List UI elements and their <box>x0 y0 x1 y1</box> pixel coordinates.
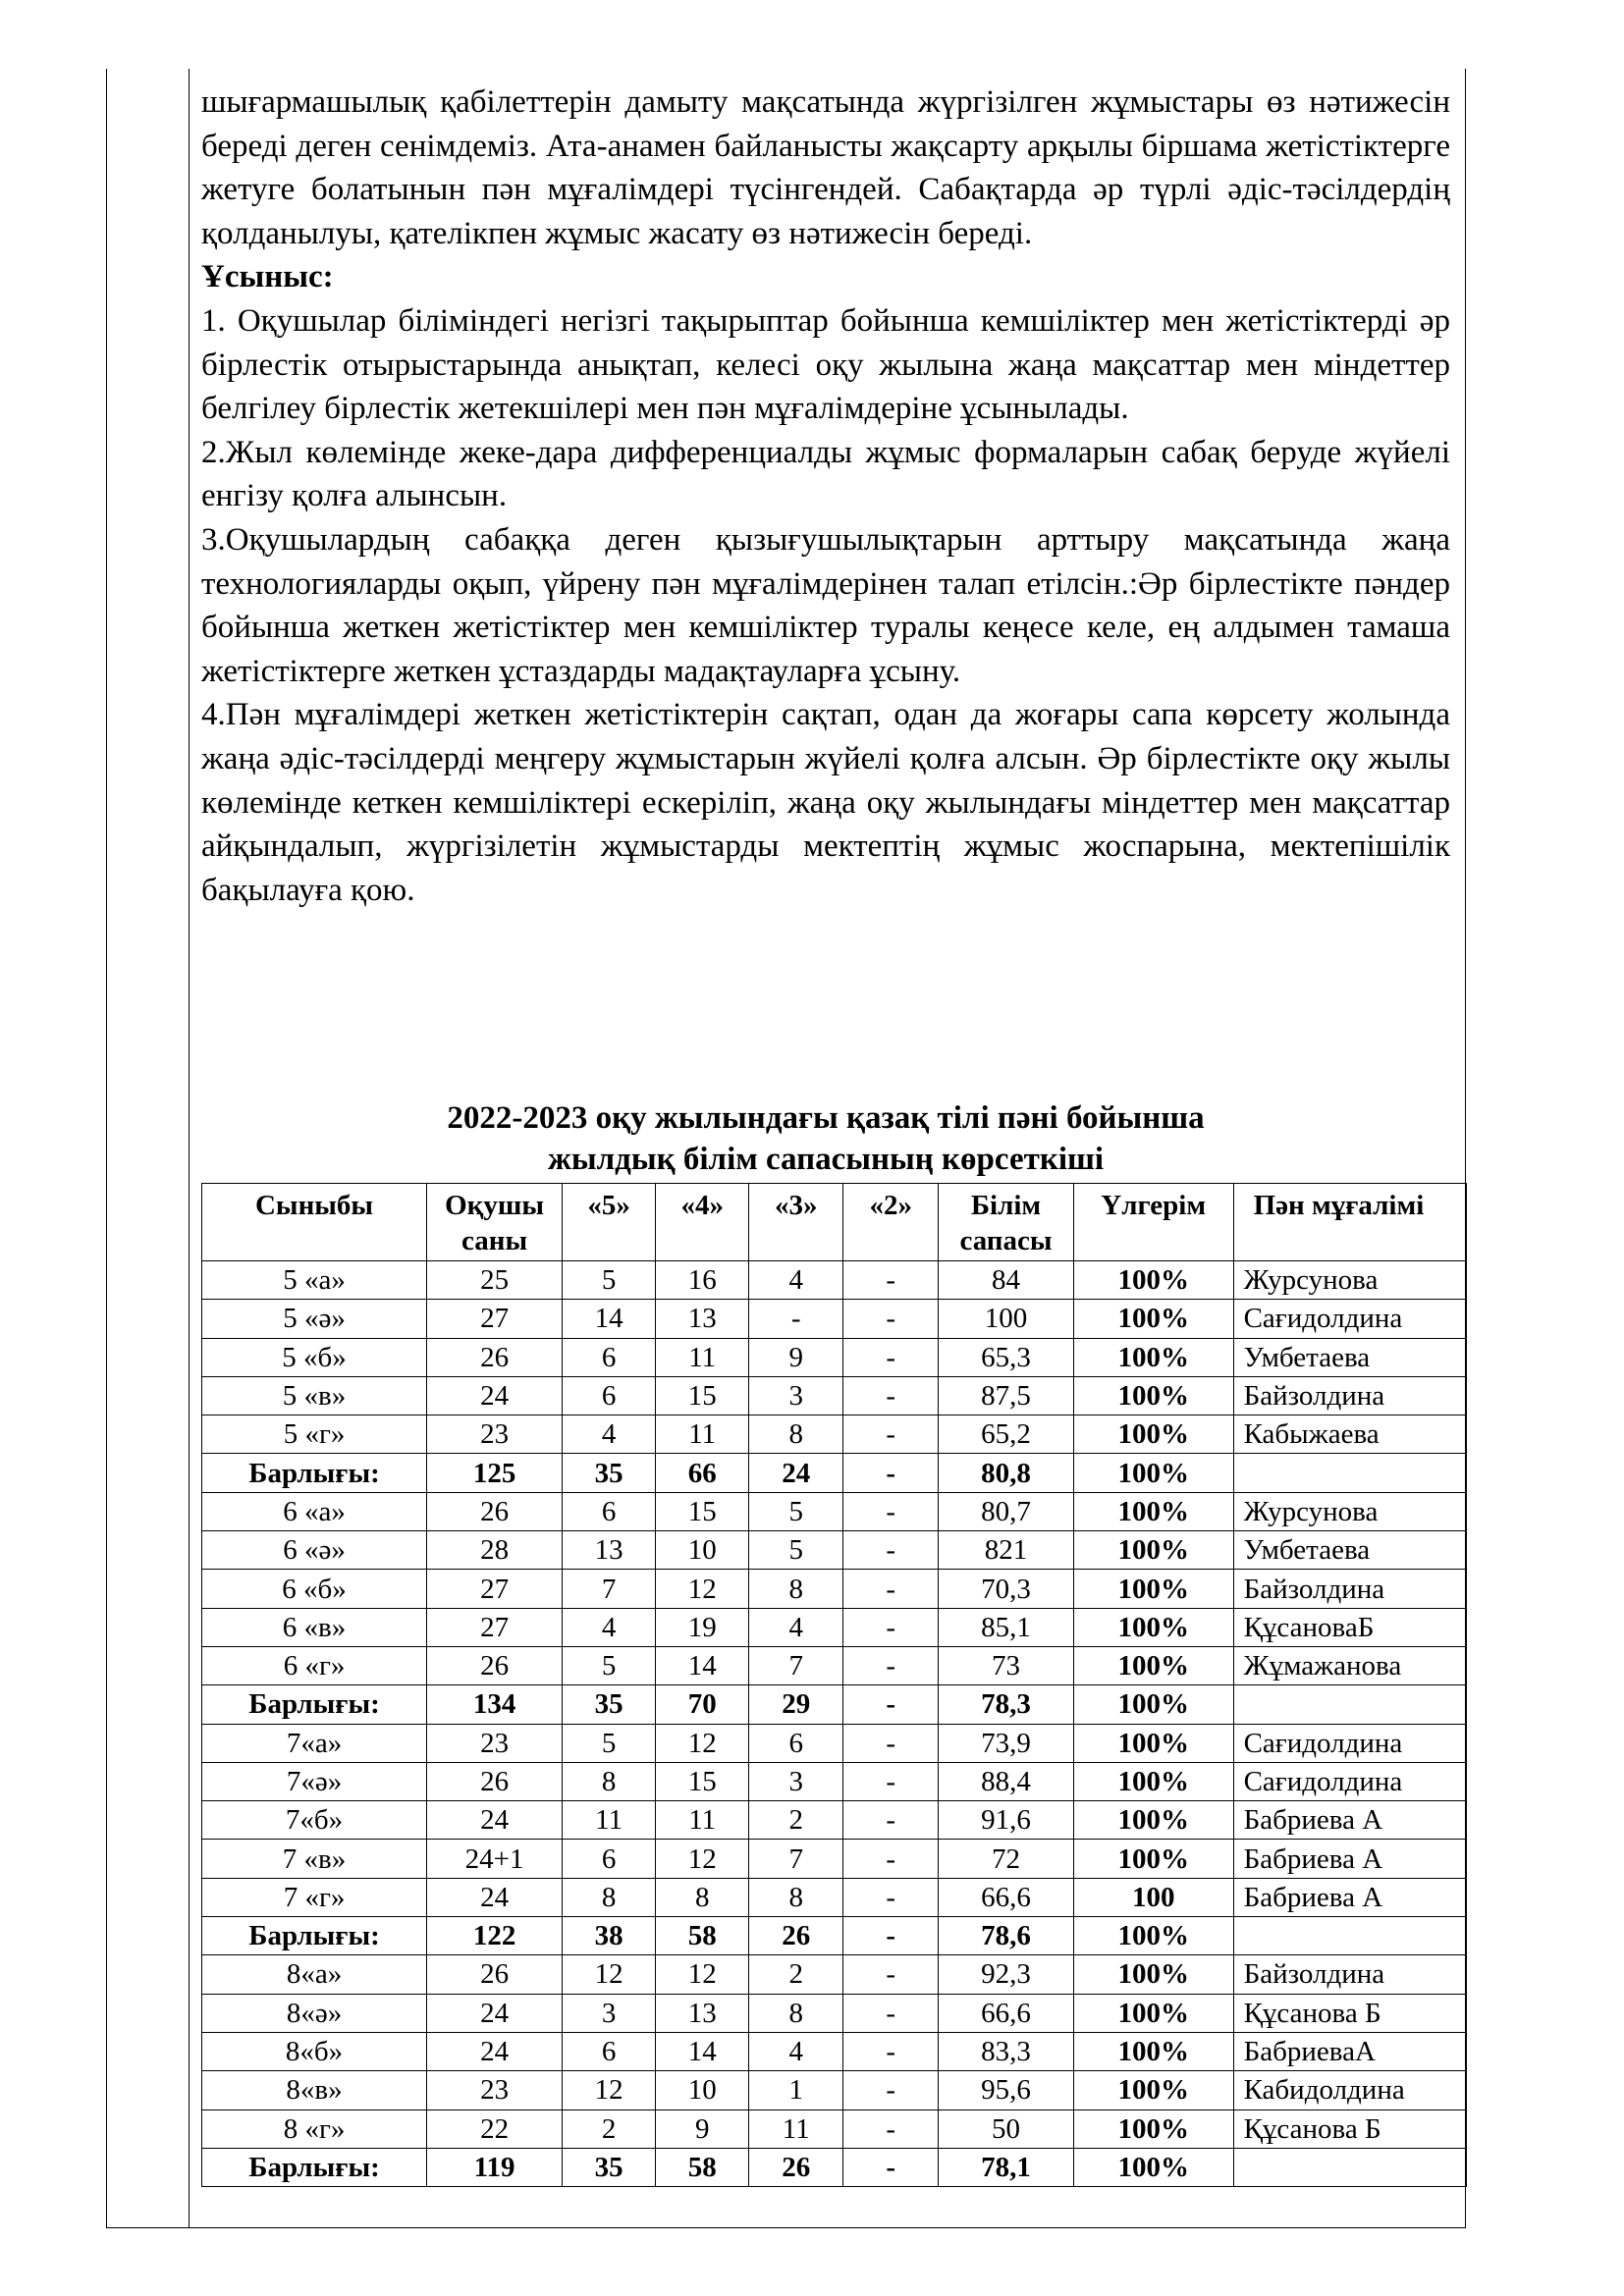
table-cell: 50 <box>939 2109 1074 2148</box>
table-cell: - <box>843 1762 939 1800</box>
table-cell: 24 <box>427 1994 563 2032</box>
table-cell: 100% <box>1073 2071 1233 2109</box>
table-row <box>202 1300 1467 1338</box>
table-cell: 100% <box>1073 1261 1233 1300</box>
table-cell: Умбетаева <box>1233 1531 1466 1570</box>
table-cell: 100% <box>1073 2109 1233 2148</box>
table-cell: 100% <box>1073 1608 1233 1646</box>
table-cell: 1 <box>749 2071 843 2109</box>
table-cell: 35 <box>563 2148 656 2186</box>
table-cell: 100% <box>1073 1454 1233 1492</box>
table-cell: 11 <box>656 1801 749 1840</box>
table-cell: - <box>749 1300 843 1338</box>
table-cell: 13 <box>656 1300 749 1338</box>
table-cell: 100% <box>1073 1531 1233 1570</box>
table-cell: - <box>843 1608 939 1646</box>
table-cell: - <box>843 1724 939 1762</box>
table-cell: 12 <box>656 1840 749 1878</box>
table-cell: 8«б» <box>202 2032 427 2070</box>
table-total-row <box>202 1454 1467 1492</box>
table-cell: 26 <box>427 1338 563 1376</box>
table-cell: БабриеваА <box>1233 2032 1466 2070</box>
table-cell: 8 <box>563 1762 656 1800</box>
quality-table-container <box>201 1183 1467 2230</box>
table-cell: 100% <box>1073 1300 1233 1338</box>
header-cell: Пән мұғалімі <box>1233 1184 1466 1261</box>
table-cell: 5 «а» <box>202 1261 427 1300</box>
table-cell: 2 <box>563 2109 656 2148</box>
table-cell: Журсунова <box>1233 1492 1466 1530</box>
table-cell: 5 <box>563 1261 656 1300</box>
proposal-item: 3.Оқушылардың сабаққа деген қызығушылықтарын арттыру мақсатында жаңа технологияларды оқып, үйрену пән мұғалімдерінен талап етілсін.:Әр бірлестікте пәндер бойынша жеткен жетістіктер мен кемшіліктер туралы кеңесе келе, ең алдымен тамаша жетістіктерге жеткен ұстаздарды мадақтауларға ұсыну. <box>201 521 1450 689</box>
table-cell: - <box>843 1570 939 1608</box>
table-cell: 91,6 <box>939 1801 1074 1840</box>
table-cell: 73 <box>939 1646 1074 1684</box>
table-total-row <box>202 2148 1467 2186</box>
table-cell: Сағидолдина <box>1233 1724 1466 1762</box>
table-cell: 6 <box>563 2032 656 2070</box>
table-cell: 6 «г» <box>202 1646 427 1684</box>
table-cell: 12 <box>656 1724 749 1762</box>
table-cell: 100 <box>1073 1878 1233 1916</box>
table-cell: 38 <box>563 1917 656 1955</box>
table-row <box>202 1570 1467 1608</box>
table-cell: Құсанова Б <box>1233 2109 1466 2148</box>
table-cell: 8 <box>749 1994 843 2032</box>
table-cell: ҚұсановаБ <box>1233 1608 1466 1646</box>
table-cell: - <box>843 1878 939 1916</box>
table-cell: 58 <box>656 1917 749 1955</box>
table-cell: 65,3 <box>939 1338 1074 1376</box>
table-cell: Барлығы: <box>202 1454 427 1492</box>
table-cell: 6 <box>563 1840 656 1878</box>
table-cell: 22 <box>427 2109 563 2148</box>
table-cell: 8 <box>656 1878 749 1916</box>
table-cell: 24 <box>427 1376 563 1415</box>
table-cell: 7 «г» <box>202 1878 427 1916</box>
table-cell: - <box>843 1261 939 1300</box>
table-cell: 2 <box>749 1801 843 1840</box>
table-cell: Журсунова <box>1233 1261 1466 1300</box>
table-cell: 5 <box>749 1531 843 1570</box>
table-cell: 6 <box>563 1376 656 1415</box>
table-cell: 8 <box>749 1570 843 1608</box>
table-cell: 10 <box>656 1531 749 1570</box>
table-cell: 100% <box>1073 1994 1233 2032</box>
table-cell <box>1233 2148 1466 2186</box>
table-cell: 29 <box>749 1685 843 1724</box>
table-total-row <box>202 1685 1467 1724</box>
table-cell: Кабыжаева <box>1233 1415 1466 1454</box>
table-title-line: 2022-2023 оқу жылындағы қазақ тілі пәні бойынша <box>447 1100 1205 1136</box>
table-cell: 6 «в» <box>202 1608 427 1646</box>
table-cell: 26 <box>749 2148 843 2186</box>
table-cell: 8 <box>749 1878 843 1916</box>
header-cell: Сыныбы <box>202 1184 427 1261</box>
table-cell: 100% <box>1073 1376 1233 1415</box>
table-cell: 8«а» <box>202 1955 427 1994</box>
table-cell: 80,7 <box>939 1492 1074 1530</box>
table-row <box>202 1646 1467 1684</box>
table-cell: 6 «ә» <box>202 1531 427 1570</box>
table-cell: 6 «б» <box>202 1570 427 1608</box>
table-cell: 3 <box>749 1376 843 1415</box>
table-cell: 23 <box>427 2071 563 2109</box>
table-cell: Умбетаева <box>1233 1338 1466 1376</box>
table-cell: 125 <box>427 1454 563 1492</box>
table-cell: 35 <box>563 1454 656 1492</box>
table-cell: 7 «в» <box>202 1840 427 1878</box>
table-cell: - <box>843 1376 939 1415</box>
table-cell: 100% <box>1073 1570 1233 1608</box>
table-cell: 87,5 <box>939 1376 1074 1415</box>
table-cell: 73,9 <box>939 1724 1074 1762</box>
table-row <box>202 1608 1467 1646</box>
table-row <box>202 2071 1467 2109</box>
header-cell: Үлгерім <box>1073 1184 1233 1261</box>
table-cell: - <box>843 1531 939 1570</box>
table-cell: 12 <box>656 1570 749 1608</box>
table-cell: 4 <box>749 2032 843 2070</box>
table-cell: 13 <box>563 1531 656 1570</box>
table-cell: 19 <box>656 1608 749 1646</box>
table-cell: 100% <box>1073 1917 1233 1955</box>
table-cell: 16 <box>656 1261 749 1300</box>
table-cell: 5 <box>563 1646 656 1684</box>
table-cell: 100% <box>1073 1840 1233 1878</box>
header-cell: «2» <box>843 1184 939 1261</box>
table-cell: 85,1 <box>939 1608 1074 1646</box>
table-cell: 8 <box>749 1415 843 1454</box>
table-cell: 70,3 <box>939 1570 1074 1608</box>
table-cell: 24 <box>427 2032 563 2070</box>
table-cell: - <box>843 1840 939 1878</box>
table-cell: 5 <box>749 1492 843 1530</box>
table-cell: Байзолдина <box>1233 1376 1466 1415</box>
table-cell: - <box>843 1415 939 1454</box>
table-cell: 7 <box>563 1570 656 1608</box>
proposal-heading: Ұсыныс: <box>201 259 334 295</box>
table-cell: 119 <box>427 2148 563 2186</box>
table-row <box>202 1801 1467 1840</box>
table-title-line: жылдық білім сапасының көрсеткіші <box>547 1142 1105 1177</box>
table-cell: 25 <box>427 1261 563 1300</box>
table-cell: Сағидолдина <box>1233 1762 1466 1800</box>
table-cell: 14 <box>563 1300 656 1338</box>
table-cell: 66,6 <box>939 1878 1074 1916</box>
proposal-item: 4.Пән мұғалімдері жеткен жетістіктерін сақтап, одан да жоғары сапа көрсету жолында жаңа әдіс-тәсілдерді меңгеру жұмыстарын жүйелі қолға алсын. Әр бірлестікте оқу жылы көлемінде кеткен кемшіліктері ескеріліп, жаңа оқу жылындағы міндеттер мен мақсаттар айқындалып, жүргізілетін жұмыстарды мектептің жұмыс жоспарына, мектепішілік бақылауға қою. <box>201 697 1450 908</box>
table-cell: 4 <box>563 1608 656 1646</box>
table-cell: 100% <box>1073 1955 1233 1994</box>
table-body <box>202 1261 1467 2187</box>
table-cell: - <box>843 1338 939 1376</box>
table-cell: 88,4 <box>939 1762 1074 1800</box>
quality-table <box>201 1183 1467 2187</box>
table-cell: 100% <box>1073 1724 1233 1762</box>
table-cell: 15 <box>656 1492 749 1530</box>
table-row <box>202 1531 1467 1570</box>
table-cell: 26 <box>749 1917 843 1955</box>
table-cell: Байзолдина <box>1233 1955 1466 1994</box>
table-total-row <box>202 1917 1467 1955</box>
header-cell: «5» <box>563 1184 656 1261</box>
table-cell: 10 <box>656 2071 749 2109</box>
table-cell: 23 <box>427 1415 563 1454</box>
table-cell: 23 <box>427 1724 563 1762</box>
paragraph: шығармашылық қабілеттерін дамыту мақсатында жүргізілген жұмыстары өз нәтижесін береді деген сенімдеміз. Ата-анамен байланысты жақсарту арқылы біршама жетістіктерге жетуге болатынын пән мұғалімдері түсінгендей. Сабақтарда әр түрлі әдіс-тәсілдердің қолданылуы, қателікпен жұмыс жасату өз нәтижесін береді. <box>201 84 1450 251</box>
table-cell: 7 <box>749 1646 843 1684</box>
table-cell: 2 <box>749 1955 843 1994</box>
table-cell: - <box>843 1801 939 1840</box>
table-cell: Жұмажанова <box>1233 1646 1466 1684</box>
table-cell: 14 <box>656 1646 749 1684</box>
table-cell: 6 «а» <box>202 1492 427 1530</box>
table-cell: Кабидолдина <box>1233 2071 1466 2109</box>
table-cell: 12 <box>563 2071 656 2109</box>
header-cell-text: Оқушы саны <box>445 1190 545 1256</box>
table-cell: 100% <box>1073 1685 1233 1724</box>
table-cell: 11 <box>656 1338 749 1376</box>
table-row <box>202 1762 1467 1800</box>
proposal-item: 2.Жыл көлемінде жеке-дара дифференциалды жұмыс формаларын сабақ беруде жүйелі енгізу қолға алынсын. <box>201 434 1450 514</box>
table-cell: 5 «б» <box>202 1338 427 1376</box>
table-cell: 83,3 <box>939 2032 1074 2070</box>
table-cell: 27 <box>427 1300 563 1338</box>
table-cell: - <box>843 1454 939 1492</box>
table-cell: 100% <box>1073 1801 1233 1840</box>
table-cell: 70 <box>656 1685 749 1724</box>
table-cell: 100% <box>1073 1338 1233 1376</box>
table-cell: 80,8 <box>939 1454 1074 1492</box>
table-row <box>202 1492 1467 1530</box>
report-text <box>201 80 1450 912</box>
table-cell: 8 «г» <box>202 2109 427 2148</box>
table-cell: - <box>843 1917 939 1955</box>
table-cell: 28 <box>427 1531 563 1570</box>
table-cell: 24 <box>427 1878 563 1916</box>
table-cell: 9 <box>749 1338 843 1376</box>
table-cell: 100% <box>1073 1415 1233 1454</box>
table-cell: 6 <box>563 1338 656 1376</box>
table-cell: - <box>843 2032 939 2070</box>
table-row <box>202 1724 1467 1762</box>
table-cell: 100% <box>1073 1646 1233 1684</box>
table-cell: 3 <box>749 1762 843 1800</box>
header-cell: «3» <box>749 1184 843 1261</box>
header-cell: «4» <box>656 1184 749 1261</box>
table-cell: 5 «г» <box>202 1415 427 1454</box>
table-row <box>202 1261 1467 1300</box>
table-cell: 24 <box>427 1801 563 1840</box>
table-row <box>202 1878 1467 1916</box>
table-cell: 4 <box>749 1261 843 1300</box>
table-cell: 13 <box>656 1994 749 2032</box>
table-cell: 11 <box>563 1801 656 1840</box>
table-cell: Барлығы: <box>202 2148 427 2186</box>
table-cell: 6 <box>749 1724 843 1762</box>
table-cell: - <box>843 1994 939 2032</box>
table-cell: 11 <box>656 1415 749 1454</box>
table-cell: 58 <box>656 2148 749 2186</box>
table-cell: 4 <box>563 1415 656 1454</box>
table-row <box>202 2032 1467 2070</box>
table-cell: 8 <box>563 1878 656 1916</box>
table-cell: 100 <box>939 1300 1074 1338</box>
table-cell: Бабриева А <box>1233 1878 1466 1916</box>
header-cell <box>939 1184 1074 1261</box>
table-cell: 26 <box>427 1762 563 1800</box>
table-row <box>202 1376 1467 1415</box>
table-title <box>201 1097 1450 1180</box>
header-cell-text: Білім сапасы <box>959 1190 1053 1256</box>
table-cell: 35 <box>563 1685 656 1724</box>
table-row <box>202 1415 1467 1454</box>
table-cell: Байзолдина <box>1233 1570 1466 1608</box>
table-header-row <box>202 1184 1467 1261</box>
table-cell: 11 <box>749 2109 843 2148</box>
table-cell: - <box>843 1685 939 1724</box>
table-cell: - <box>843 1646 939 1684</box>
table-cell: 95,6 <box>939 2071 1074 2109</box>
table-cell: 3 <box>563 1994 656 2032</box>
table-cell: 100% <box>1073 2032 1233 2070</box>
table-row <box>202 1955 1467 1994</box>
table-cell: 100% <box>1073 1492 1233 1530</box>
table-cell: 100% <box>1073 1762 1233 1800</box>
table-cell: 6 <box>563 1492 656 1530</box>
table-cell: 78,1 <box>939 2148 1074 2186</box>
table-cell: 134 <box>427 1685 563 1724</box>
table-row <box>202 1994 1467 2032</box>
table-cell: 7 <box>749 1840 843 1878</box>
table-cell: 24+1 <box>427 1840 563 1878</box>
proposal-item: 1. Оқушылар біліміндегі негізгі тақырыптар бойынша кемшіліктер мен жетістіктерді әр бірлестік отырыстарында анықтап, келесі оқу жылына жаңа мақсаттар мен міндеттер белгілеу бірлестік жетекшілері мен пән мұғалімдеріне ұсынылады. <box>201 302 1450 427</box>
table-cell: - <box>843 2148 939 2186</box>
table-cell <box>1233 1685 1466 1724</box>
table-cell: 12 <box>563 1955 656 1994</box>
table-cell: Құсанова Б <box>1233 1994 1466 2032</box>
table-cell: 7«ә» <box>202 1762 427 1800</box>
table-cell: 7«а» <box>202 1724 427 1762</box>
table-cell: 26 <box>427 1492 563 1530</box>
table-cell: - <box>843 2109 939 2148</box>
table-cell: 27 <box>427 1570 563 1608</box>
table-cell: Барлығы: <box>202 1917 427 1955</box>
table-cell: 821 <box>939 1531 1074 1570</box>
table-cell: Бабриева А <box>1233 1801 1466 1840</box>
table-cell: 72 <box>939 1840 1074 1878</box>
table-cell: 122 <box>427 1917 563 1955</box>
header-cell <box>427 1184 563 1261</box>
table-cell: 24 <box>749 1454 843 1492</box>
table-cell: 100% <box>1073 2148 1233 2186</box>
table-cell: Сағидолдина <box>1233 1300 1466 1338</box>
table-cell: - <box>843 1955 939 1994</box>
table-row <box>202 1840 1467 1878</box>
table-cell: 78,3 <box>939 1685 1074 1724</box>
table-cell: 66,6 <box>939 1994 1074 2032</box>
table-cell: 26 <box>427 1955 563 1994</box>
table-row <box>202 1338 1467 1376</box>
table-cell: - <box>843 2071 939 2109</box>
table-cell: - <box>843 1300 939 1338</box>
table-cell <box>1233 1454 1466 1492</box>
table-cell: 5 «в» <box>202 1376 427 1415</box>
table-cell: 78,6 <box>939 1917 1074 1955</box>
table-cell: 27 <box>427 1608 563 1646</box>
table-cell: 14 <box>656 2032 749 2070</box>
table-cell: 26 <box>427 1646 563 1684</box>
table-cell: 5 «ә» <box>202 1300 427 1338</box>
table-cell <box>1233 1917 1466 1955</box>
table-cell: 8«ә» <box>202 1994 427 2032</box>
table-cell: 15 <box>656 1376 749 1415</box>
table-cell: 9 <box>656 2109 749 2148</box>
table-cell: 66 <box>656 1454 749 1492</box>
table-cell: - <box>843 1492 939 1530</box>
table-cell: 7«б» <box>202 1801 427 1840</box>
table-cell: 8«в» <box>202 2071 427 2109</box>
table-cell: Бабриева А <box>1233 1840 1466 1878</box>
table-cell: 12 <box>656 1955 749 1994</box>
table-cell: 65,2 <box>939 1415 1074 1454</box>
table-cell: 84 <box>939 1261 1074 1300</box>
table-cell: 92,3 <box>939 1955 1074 1994</box>
table-cell: 5 <box>563 1724 656 1762</box>
table-cell: 15 <box>656 1762 749 1800</box>
table-cell: 4 <box>749 1608 843 1646</box>
table-cell: Барлығы: <box>202 1685 427 1724</box>
table-row <box>202 2109 1467 2148</box>
